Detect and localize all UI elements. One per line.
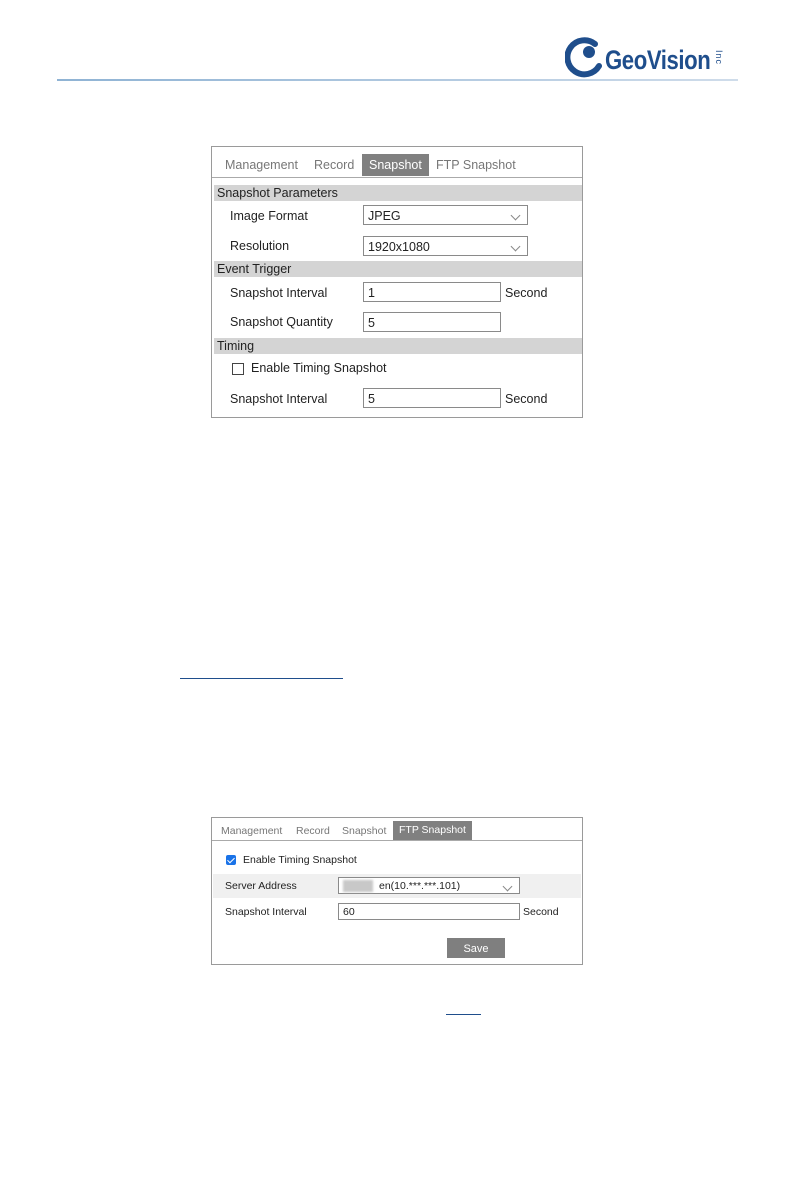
timing-snapshot-interval-input[interactable]: [363, 388, 501, 408]
geovision-logo-icon: [565, 36, 605, 80]
enable-timing-label: Enable Timing Snapshot: [251, 361, 387, 375]
enable-timing-label: Enable Timing Snapshot: [243, 854, 357, 866]
server-address-select[interactable]: [338, 877, 520, 894]
snapshot-quantity-input[interactable]: [363, 312, 501, 332]
hyperlink-underline[interactable]: [180, 678, 343, 679]
image-format-select[interactable]: [363, 205, 528, 225]
brand-name: GeoVision: [605, 45, 711, 75]
ftp-interval-unit: Second: [523, 906, 559, 918]
tab-ftp-snapshot[interactable]: FTP Snapshot: [436, 158, 516, 172]
chevron-down-icon: [511, 211, 521, 221]
tab-snapshot[interactable]: Snapshot: [362, 154, 429, 176]
event-snapshot-interval-input[interactable]: [363, 282, 501, 302]
image-format-label: Image Format: [230, 209, 308, 223]
snapshot-quantity-label: Snapshot Quantity: [230, 315, 333, 329]
tab-management[interactable]: Management: [221, 825, 283, 837]
chevron-down-icon: [511, 242, 521, 252]
tab-record[interactable]: Record: [296, 825, 330, 837]
ftp-snapshot-interval-value: 60: [343, 906, 355, 918]
resolution-label: Resolution: [230, 239, 290, 253]
event-interval-unit: Second: [505, 286, 548, 300]
timing-snapshot-interval-value: 5: [368, 392, 375, 406]
enable-timing-checkbox[interactable]: [232, 363, 244, 375]
server-address-value: en(10.***.***.101): [379, 880, 461, 892]
snapshot-settings-panel: [211, 146, 583, 418]
geovision-logo: [565, 36, 750, 80]
event-snapshot-interval-value: 1: [368, 286, 375, 300]
tab-record[interactable]: Record: [314, 158, 355, 172]
event-snapshot-interval-label: Snapshot Interval: [230, 286, 328, 300]
tab-bar: [212, 818, 582, 841]
tab-management[interactable]: Management: [225, 158, 298, 172]
image-format-value: JPEG: [368, 209, 401, 223]
ftp-snapshot-interval-input[interactable]: [338, 903, 520, 920]
resolution-value: 1920x1080: [368, 240, 430, 254]
enable-timing-checkbox[interactable]: [226, 855, 236, 865]
section-timing: Timing: [214, 338, 582, 354]
brand-suffix: Inc: [714, 50, 724, 66]
header-divider: [57, 79, 738, 81]
tab-bar: [212, 147, 582, 178]
ftp-snapshot-interval-label: Snapshot Interval: [225, 906, 307, 918]
tab-snapshot[interactable]: Snapshot: [342, 825, 387, 837]
timing-interval-unit: Second: [505, 392, 548, 406]
redacted-text: [343, 880, 373, 892]
chevron-down-icon: [503, 882, 513, 892]
snapshot-quantity-value: 5: [368, 316, 375, 330]
ftp-snapshot-panel: [211, 817, 583, 965]
section-snapshot-parameters: Snapshot Parameters: [214, 185, 582, 201]
timing-snapshot-interval-label: Snapshot Interval: [230, 392, 328, 406]
section-event-trigger: Event Trigger: [214, 261, 582, 277]
tab-ftp-snapshot[interactable]: FTP Snapshot: [393, 821, 472, 840]
hyperlink-underline[interactable]: [446, 1014, 481, 1015]
resolution-select[interactable]: [363, 236, 528, 256]
save-button[interactable]: Save: [447, 938, 505, 958]
server-address-label: Server Address: [225, 880, 297, 892]
